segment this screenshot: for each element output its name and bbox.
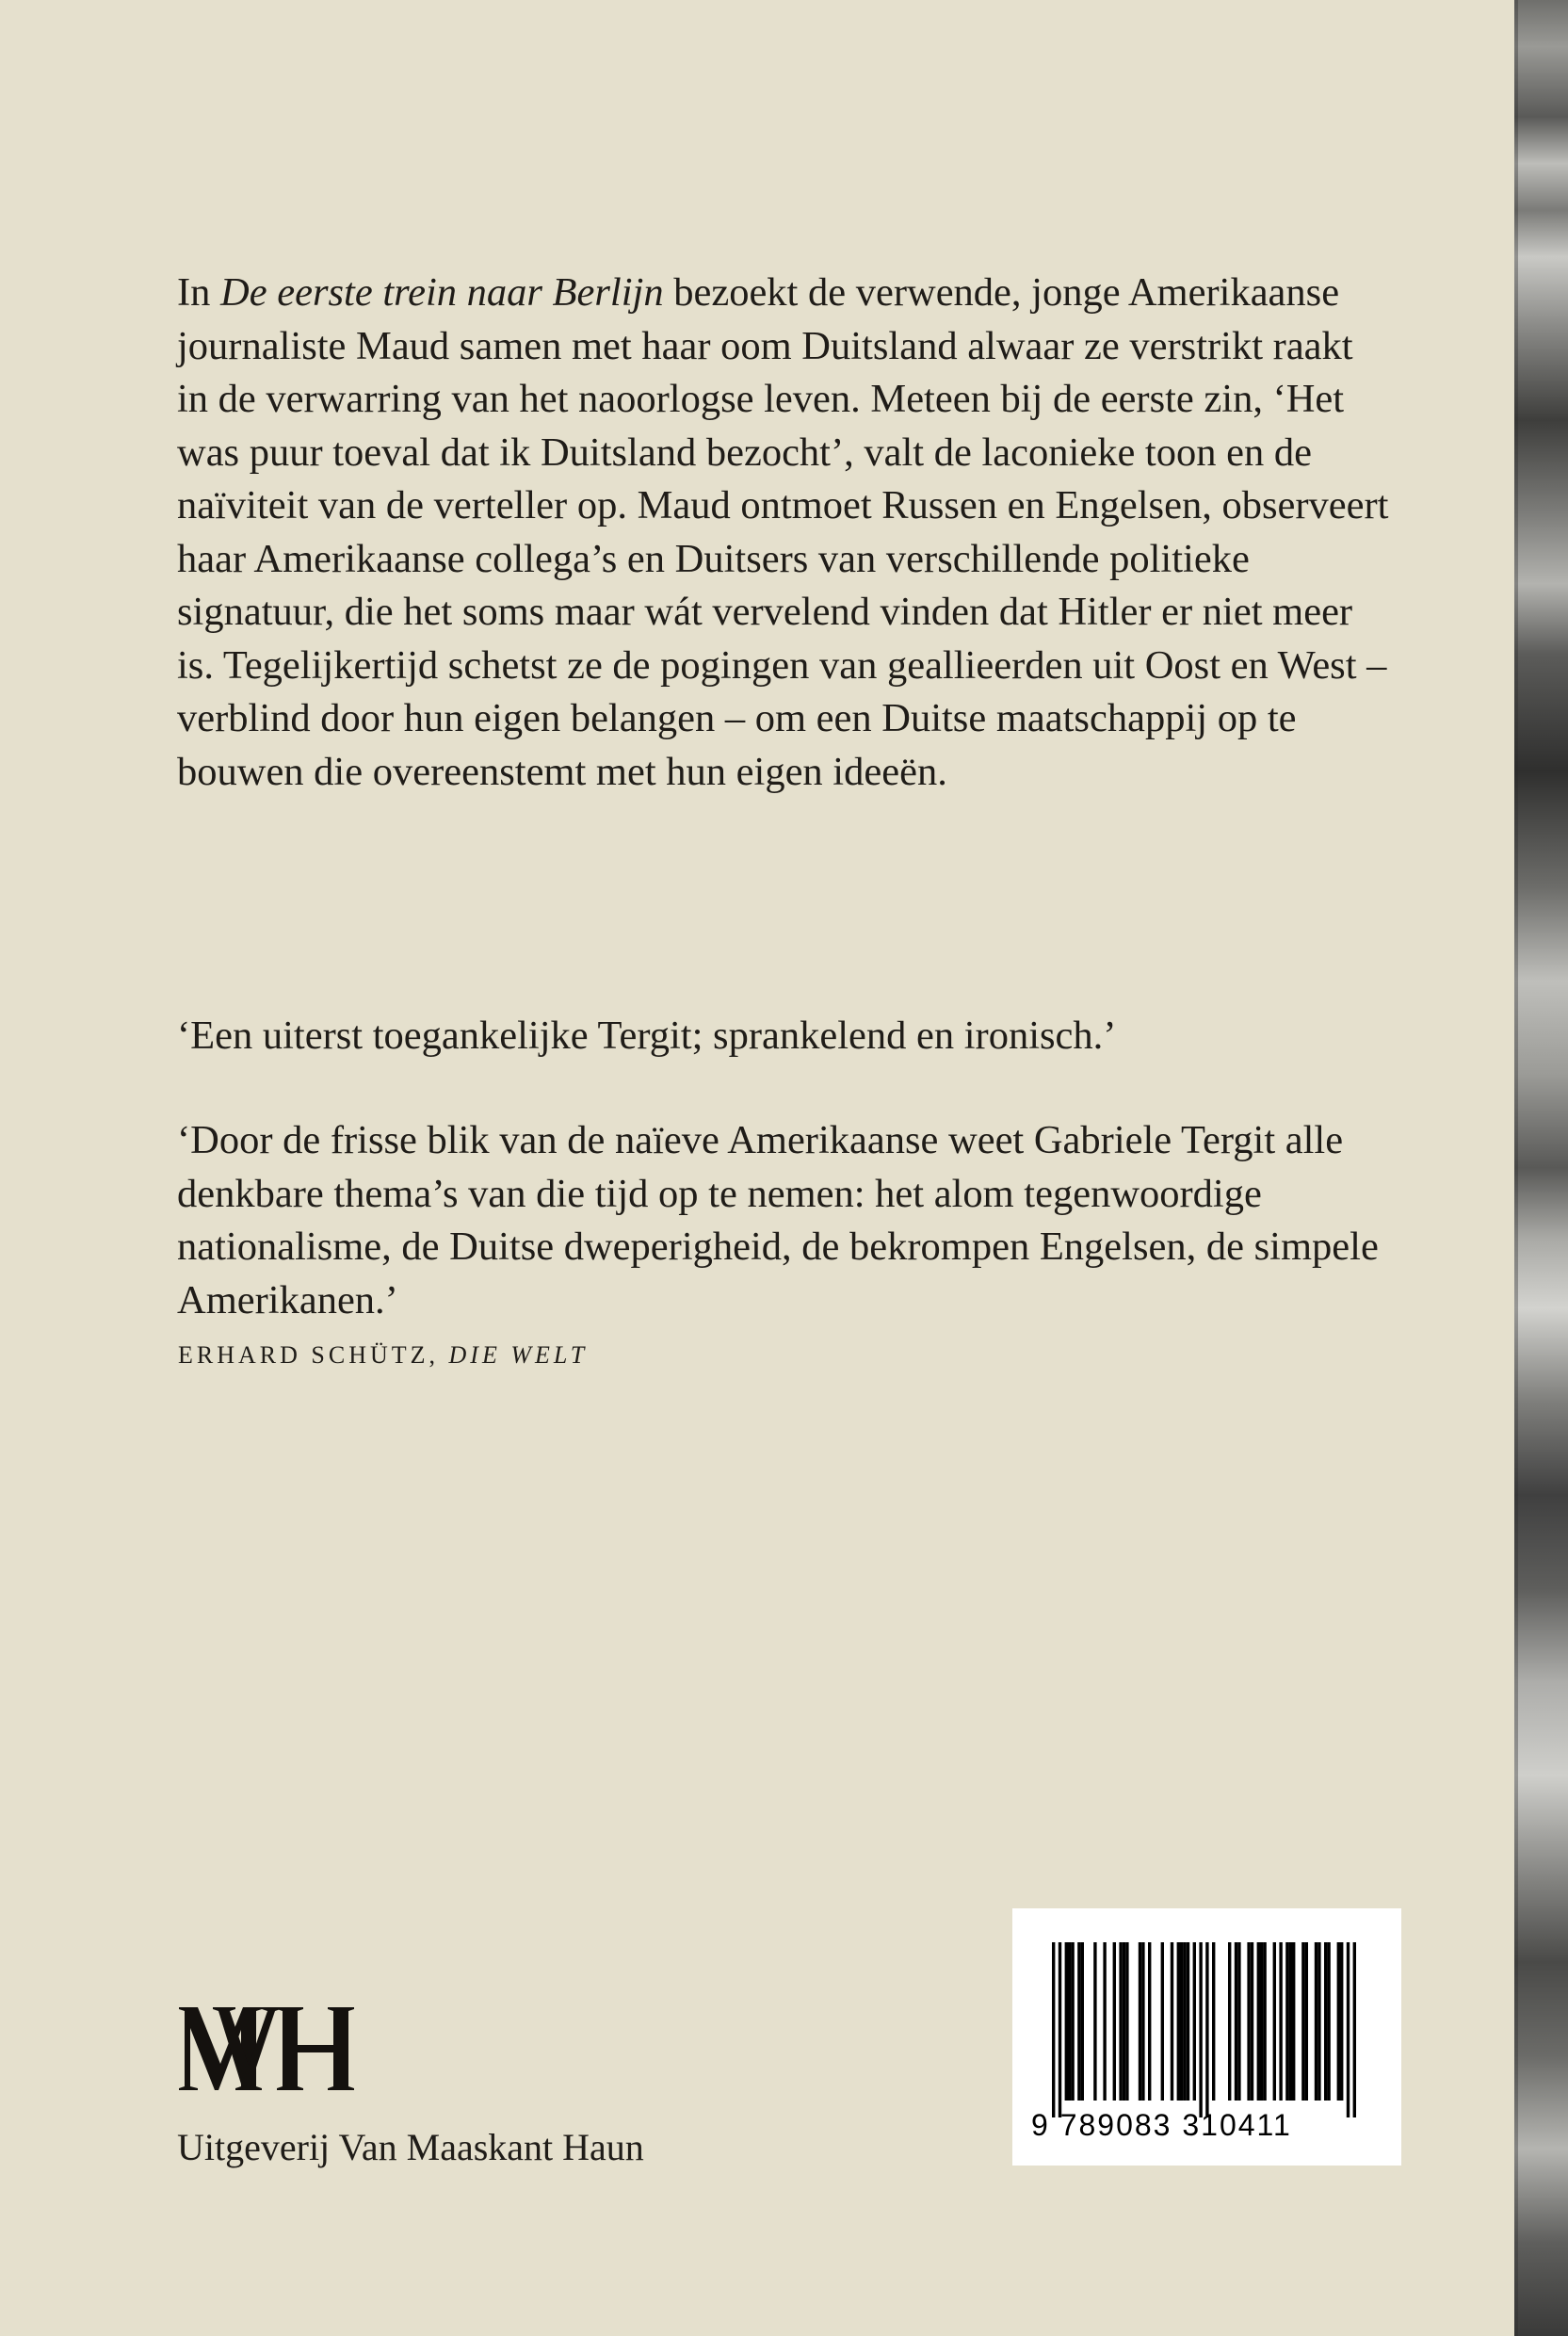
barcode-bar	[1125, 1942, 1128, 2101]
barcode-bar	[1177, 1942, 1180, 2101]
blurb-paragraph	[177, 267, 1392, 799]
barcode-bar	[1273, 1942, 1276, 2101]
barcode-bar	[1337, 1942, 1340, 2101]
barcode-bar	[1180, 1942, 1183, 2101]
barcode-bar	[1324, 1942, 1327, 2101]
barcode-bar	[1171, 1942, 1173, 2101]
barcode-bar	[1327, 1942, 1330, 2101]
publisher-logo	[177, 2003, 358, 2094]
barcode-bar	[1292, 1942, 1295, 2101]
barcode-bar	[1065, 1942, 1068, 2101]
barcode-bar	[1081, 1942, 1084, 2101]
barcode-bar	[1077, 1942, 1080, 2101]
barcode-bar	[1353, 1942, 1356, 2117]
barcode-bar	[1301, 1942, 1304, 2101]
barcode-bar	[1183, 1942, 1186, 2101]
barcode-bar	[1340, 1942, 1343, 2101]
barcode-bar	[1193, 1942, 1196, 2101]
barcode-bar	[1251, 1942, 1253, 2101]
barcode-bar	[1068, 1942, 1071, 2101]
barcode-bar	[1263, 1942, 1266, 2101]
barcode-bar	[1052, 1942, 1055, 2117]
barcode-bar	[1279, 1942, 1282, 2101]
barcode-bar	[1139, 1942, 1141, 2101]
barcode-bar	[1347, 1942, 1350, 2117]
barcode-bar	[1093, 1942, 1096, 2101]
barcode-bar	[1305, 1942, 1308, 2101]
book-title: De eerste trein naar Berlijn	[220, 270, 664, 315]
barcode-bar	[1235, 1942, 1237, 2101]
isbn-barcode	[1012, 1908, 1401, 2166]
barcode-bar	[1315, 1942, 1317, 2101]
barcode-bar	[1285, 1942, 1288, 2101]
barcode-bar	[1205, 1942, 1208, 2117]
blurb-text: bezoekt de verwende, jonge Amerikaanse journaliste Maud samen met haar oom Duitsland alwaar ze verstrikt raakt in de verwarring van het naoorlogse leven. Meteen bij de eerste zin, ‘Het was puur toeval dat ik Duitsland bezocht’, valt de laconieke toon en de naïviteit van de verteller op. Maud ontmoet Russen en Engelsen, observeert haar Amerikaanse collega’s en Duitsers van verschillende politieke signatuur, die het soms maar wát vervelend vinden dat Hitler er niet meer is. Tegelijkertijd schetst ze de pogingen van geallieerden uit Oost en West – verblind door hun eigen belangen – om een Duitse maatschappij op te bouwen die overeenstemt met hun eigen ideeën.	[177, 270, 1389, 794]
cover-photo-edge	[1514, 0, 1568, 2336]
barcode-bar	[1237, 1942, 1240, 2101]
review-quote-2: ‘Door de frisse blik van de naïeve Amerikaanse weet Gabriele Tergit alle denkbare thema’s van die tijd op te nemen: het alom tegenwoordige nationalisme, de Duitse dweperigheid, de bekrompen Engelsen, de simpele Amerikanen.’	[177, 1118, 1379, 1322]
attribution-author: ERHARD SCHÜTZ,	[178, 1341, 449, 1369]
barcode-bar	[1289, 1942, 1292, 2101]
barcode-bar	[1187, 1942, 1189, 2101]
barcode-bar	[1148, 1942, 1151, 2101]
barcode-bar	[1141, 1942, 1144, 2101]
barcode-bar	[1317, 1942, 1320, 2101]
barcode-bar	[1161, 1942, 1164, 2101]
barcode-digits: 9 789083 310411	[1031, 2108, 1292, 2142]
barcode-bar	[1113, 1942, 1116, 2101]
barcode-bar	[1199, 1942, 1202, 2117]
barcode-bar	[1260, 1942, 1263, 2101]
barcode-bar	[1123, 1942, 1125, 2101]
barcode-bar	[1212, 1942, 1215, 2101]
barcode-bar	[1247, 1942, 1250, 2101]
barcode-bar	[1257, 1942, 1260, 2101]
publisher-name: Uitgeverij Van Maaskant Haun	[177, 2126, 644, 2168]
review-quote-1: ‘Een uiterst toegankelijke Tergit; sprankelend en ironisch.’	[177, 1014, 1117, 1058]
barcode-bar	[1059, 1942, 1061, 2117]
barcode-bar	[1119, 1942, 1122, 2101]
blurb-lead-in: In	[177, 270, 221, 315]
quote-attribution	[178, 1341, 588, 1370]
barcode-bar	[1071, 1942, 1074, 2101]
attribution-source: DIE WELT	[448, 1341, 589, 1369]
barcode-bar	[1228, 1942, 1231, 2101]
barcode-bar	[1103, 1942, 1106, 2101]
